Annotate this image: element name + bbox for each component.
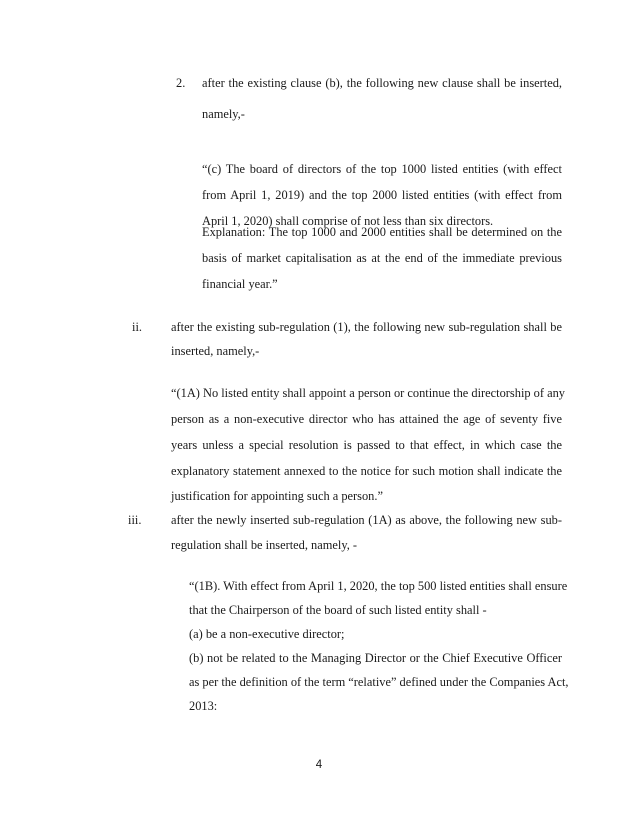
quote-1a-line-4: explanatory statement annexed to the notice for such motion shall indicate the [171, 464, 562, 478]
quote-1b-line-1: “(1B). With effect from April 1, 2020, the top 500 listed entities shall ensure [189, 579, 568, 593]
explanation-line-2: basis of market capitalisation as at the end of the immediate previous [202, 251, 562, 265]
quote-1b-line-6: 2013: [189, 699, 218, 713]
quote-1a-line-1: “(1A) No listed entity shall appoint a person or continue the directorship of any [171, 386, 565, 400]
quote-1a-line-3: years unless a special resolution is passed to that effect, in which case the [171, 438, 562, 452]
quote-c-line-2: from April 1, 2019) and the top 2000 listed entities (with effect from [202, 188, 562, 202]
item-ii-number: ii. [132, 320, 142, 334]
quote-1b-line-3: (a) be a non-executive director; [189, 627, 345, 641]
quote-1a-line-2: person as a non-executive director who has attained the age of seventy five [171, 412, 562, 426]
quote-1b-line-4: (b) not be related to the Managing Director or the Chief Executive Officer [189, 651, 562, 665]
quote-1b-line-2: that the Chairperson of the board of such listed entity shall - [189, 603, 487, 617]
item-ii-line-2: inserted, namely,- [171, 344, 260, 358]
item-2-line-2: namely,- [202, 107, 245, 121]
item-iii-line-2: regulation shall be inserted, namely, - [171, 538, 358, 552]
quote-1b-line-5: as per the definition of the term “relative” defined under the Companies Act, [189, 675, 569, 689]
quote-c-line-1: “(c) The board of directors of the top 1000 listed entities (with effect [202, 162, 562, 176]
quote-1a-line-5: justification for appointing such a person.” [171, 489, 383, 503]
explanation-line-1: Explanation: The top 1000 and 2000 entities shall be determined on the [202, 225, 562, 239]
quote-c-line-3: April 1, 2020) shall comprise of not less than six directors. [202, 214, 494, 228]
item-2-number: 2. [176, 76, 186, 90]
explanation-line-3: financial year.” [202, 277, 278, 291]
item-ii-line-1: after the existing sub-regulation (1), the following new sub-regulation shall be [171, 320, 562, 334]
item-iii-line-1: after the newly inserted sub-regulation (1A) as above, the following new sub- [171, 513, 562, 527]
page-number: 4 [315, 759, 323, 771]
item-iii-number: iii. [128, 513, 142, 527]
item-2-line-1: after the existing clause (b), the following new clause shall be inserted, [202, 76, 562, 90]
